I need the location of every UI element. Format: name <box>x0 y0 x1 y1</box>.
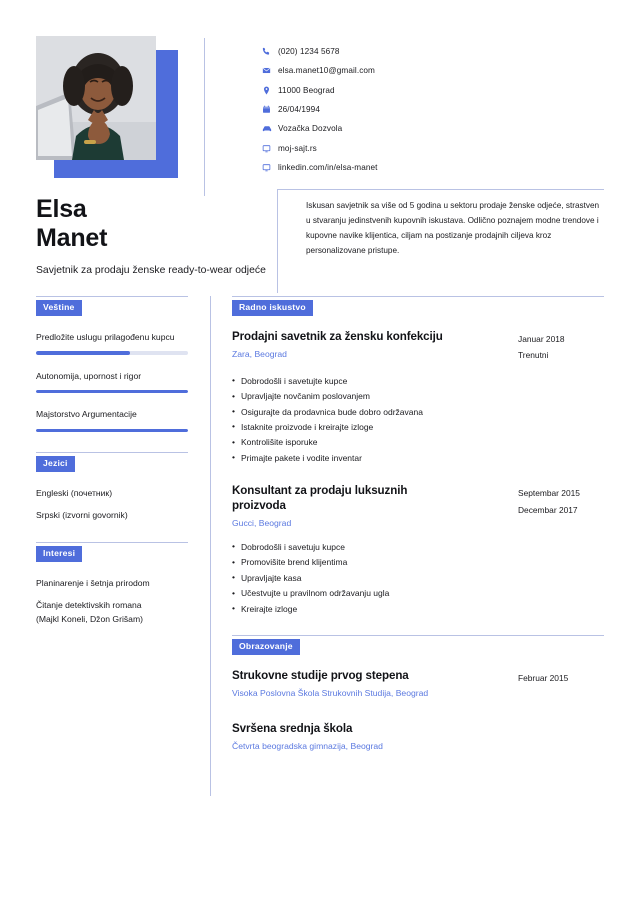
contact-website[interactable] <box>262 138 604 157</box>
education-section <box>232 635 604 752</box>
skill-label: Autonomija, upornost i rigor <box>36 370 142 381</box>
skill-item <box>36 369 188 394</box>
interests-heading: Interesi <box>36 546 82 562</box>
skill-item <box>36 407 188 432</box>
main-content <box>210 296 640 775</box>
skill-label: Predložite uslugu prilagođenu kupcu <box>36 331 175 342</box>
bullet-item: • Promovišite brend klijentima <box>232 555 604 570</box>
bullet-item: • Dobrodošli i savetujte kupce <box>232 374 604 389</box>
avatar <box>36 36 156 160</box>
skill-label: Majstorstvo Argumentacije <box>36 409 137 420</box>
contact-linkedin[interactable] <box>262 158 604 177</box>
profile-summary: Iskusan savjetnik sa više od 5 godina u sektoru prodaje ženske odjeće, strastven u stvaranju jedinstvenih kupovnih iskustava. Odlično poznajem modne trendove i kupovne navike klijentica, ciljam na postizanje prodajnih ciljeva kroz personalizovane pristupe. <box>306 201 600 255</box>
contact-value: 11000 Beograd <box>278 85 335 95</box>
identity-block <box>0 177 640 280</box>
contact-location <box>262 81 604 100</box>
entry-dates <box>518 722 604 723</box>
entry-date: Februar 2015 <box>518 673 569 684</box>
contact-value: Vozačka Dozvola <box>278 124 343 134</box>
resume-body <box>0 296 640 775</box>
entry-organization: Visoka Poslovna Škola Strukovnih Studija, Beograd <box>232 687 429 698</box>
entry-dates <box>518 330 604 364</box>
summary-top-rule <box>277 189 604 190</box>
skill-item <box>36 330 188 355</box>
bullet-item: • Primajte pakete i vodite inventar <box>232 451 604 466</box>
bullet-item: • Učestvujte u pravilnom održavanju ugla <box>232 586 604 601</box>
bullet-item: • Istaknite proizvode i kreirajte izloge <box>232 420 604 435</box>
bullet-item: • Dobrodošli i savetuju kupce <box>232 540 604 555</box>
entry-organization: Zara, Beograd <box>232 348 287 359</box>
contact-value: linkedin.com/in/elsa-manet <box>278 162 378 172</box>
bullet-item: • Upravljajte novčanim poslovanjem <box>232 389 604 404</box>
entry-start-date: Januar 2018 <box>518 333 565 344</box>
linkedin-icon <box>262 163 278 172</box>
contact-value: (020) 1234 5678 <box>278 47 340 57</box>
entry-end-date: Trenutni <box>518 350 549 361</box>
skill-progress <box>36 429 188 432</box>
car-icon <box>262 124 278 133</box>
entry-bullets <box>232 540 604 617</box>
first-name: Elsa <box>36 195 87 224</box>
contact-email[interactable] <box>262 61 604 80</box>
contact-value: elsa.manet10@gmail.com <box>278 66 375 76</box>
envelope-icon <box>262 66 278 75</box>
skills-heading: Veštine <box>36 300 82 316</box>
sidebar <box>0 296 210 647</box>
phone-icon <box>262 47 278 56</box>
languages-heading: Jezici <box>36 456 75 472</box>
languages-section <box>36 452 188 522</box>
entry-title: Strukovne studije prvog stepena <box>232 669 409 683</box>
bullet-item: • Osigurajte da prodavnica bude dobro održavana <box>232 405 604 420</box>
education-heading: Obrazovanje <box>232 639 300 655</box>
contact-block <box>164 36 604 177</box>
experience-entry <box>232 330 604 467</box>
experience-section <box>232 296 604 617</box>
entry-title: Svršena srednja škola <box>232 721 353 735</box>
entry-title: Konsultant za prodaju luksuznih proizvoda <box>232 484 408 513</box>
list-item: (Majkl Koneli, Džon Grišam) <box>36 614 143 625</box>
experience-entry <box>232 484 604 617</box>
summary-left-rule <box>277 189 278 293</box>
contact-list <box>262 36 604 177</box>
contact-divider <box>204 38 205 196</box>
entry-dates <box>518 669 604 686</box>
location-icon <box>262 86 278 95</box>
experience-heading: Radno iskustvo <box>232 300 313 316</box>
list-item: Srpski (izvorni govornik) <box>36 509 128 520</box>
list-item: Planinarenje i šetnja prirodom <box>36 578 150 589</box>
contact-birthdate <box>262 100 604 119</box>
list-item: Engleski (почетник) <box>36 488 113 499</box>
contact-value: 26/04/1994 <box>278 105 320 115</box>
entry-dates <box>518 484 604 518</box>
entry-organization: Četvrta beogradska gimnazija, Beograd <box>232 740 383 751</box>
bullet-item: • Kreirajte izloge <box>232 602 604 617</box>
contact-phone[interactable] <box>262 42 604 61</box>
bullet-item: • Upravljajte kasa <box>232 571 604 586</box>
interests-section <box>36 542 188 627</box>
contact-value: moj-sajt.rs <box>278 143 317 153</box>
last-name: Manet <box>36 224 108 253</box>
skill-progress <box>36 390 188 393</box>
bullet-item: • Kontrolišite isporuke <box>232 435 604 450</box>
list-item: Čitanje detektivskih romana <box>36 599 142 610</box>
skills-section <box>36 296 188 432</box>
website-icon <box>262 144 278 153</box>
entry-organization: Gucci, Beograd <box>232 518 292 529</box>
job-role: Savjetnik za prodaju ženske ready-to-wear odjeće <box>36 265 266 277</box>
entry-title: Prodajni savetnik za žensku konfekciju <box>232 329 443 343</box>
education-entry <box>232 669 604 700</box>
skill-progress <box>36 351 188 354</box>
resume-header <box>0 0 640 177</box>
profile-photo-container <box>36 36 164 168</box>
entry-bullets <box>232 374 604 467</box>
contact-license <box>262 119 604 138</box>
entry-end-date: Decembar 2017 <box>518 504 578 515</box>
education-entry <box>232 722 604 753</box>
calendar-icon <box>262 105 278 114</box>
entry-start-date: Septembar 2015 <box>518 488 580 499</box>
